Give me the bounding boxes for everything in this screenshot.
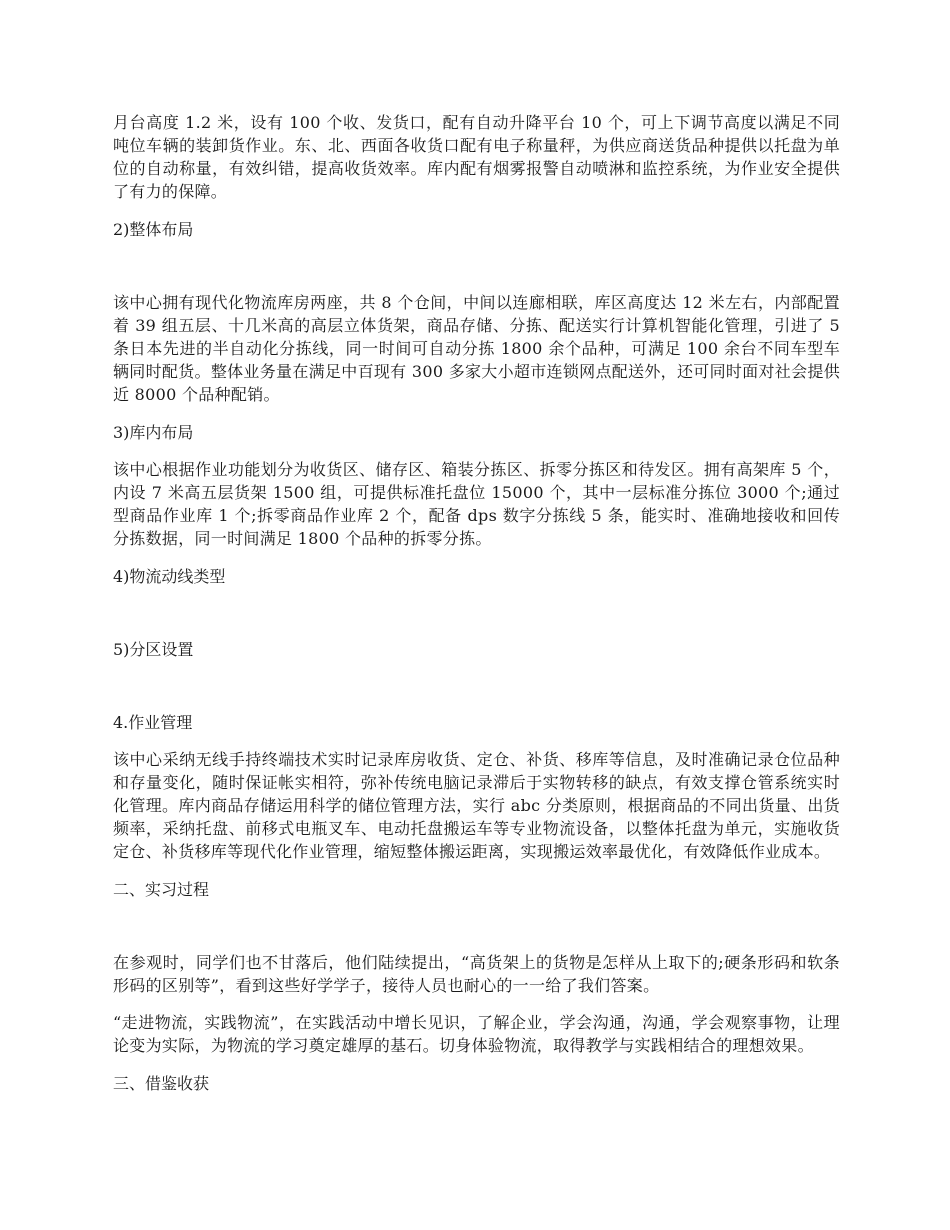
heading-takeaways: 三、借鉴收获: [113, 1074, 210, 1093]
paragraph-operations-management: 该中心采纳无线手持终端技术实时记录库房收货、定仓、补货、移库等信息，及时准确记录仓位品种和存量变化，随时保证帐实相符，弥补传统电脑记录滞后于实物转移的缺点，有效支撑仓管系统实时化管理。库内商品存储运用科学的储位管理方法，实行 abc 分类原则，根据商品的不同出货量、出货频率，采纳托盘、前移式电瓶叉车、电动托盘搬运车等专业物流设备，以整体托盘为单元，实施收货定仓、补货移库等现代化作业管理，缩短整体搬运距离，实现搬运效率最优化，有效降低作业成本。: [113, 750, 840, 861]
paragraph-practice-logistics: “走进物流，实践物流”，在实践活动中增长见识，了解企业，学会沟通，沟通，学会观察事物，让理论变为实际，为物流的学习奠定雄厚的基石。切身体验物流，取得教学与实践相结合的理想效果。: [113, 1013, 840, 1055]
paragraph-visit-questions: 在参观时，同学们也不甘落后，他们陆续提出，“高货架上的货物是怎样从上取下的;硬条形码和软条形码的区别等”，看到这些好学学子，接待人员也耐心的一一给了我们答案。: [113, 953, 840, 995]
heading-internship-process: 二、实习过程: [113, 880, 210, 899]
heading-flow-line-type: 4)物流动线类型: [113, 567, 226, 586]
heading-zone-setup: 5)分区设置: [113, 640, 194, 659]
heading-operations-management: 4.作业管理: [113, 713, 193, 732]
document-body: [113, 111, 840, 1095]
heading-warehouse-layout: 3)库内布局: [113, 423, 194, 442]
paragraph-warehouse-layout: 该中心根据作业功能划分为收货区、储存区、箱装分拣区、拆零分拣区和待发区。拥有高架库 5 个，内设 7 米高五层货架 1500 组，可提供标准托盘位 15000 个，其中一层标准分拣位 3000 个;通过型商品作业库 1 个;拆零商品作业库 2 个，配备 dps 数字分拣线 5 条，能实时、准确地接收和回传分拣数据，同一时间满足 1800 个品种的拆零分拣。: [113, 460, 840, 548]
heading-overall-layout: 2)整体布局: [113, 220, 194, 239]
paragraph-overall-layout: 该中心拥有现代化物流库房两座，共 8 个仓间，中间以连廊相联，库区高度达 12 米左右，内部配置着 39 组五层、十几米高的高层立体货架，商品存储、分拣、配送实行计算机智能化管理，引进了 5 条日本先进的半自动化分拣线，同一时间可自动分拣 1800 余个品种，可满足 100 余台不同车型车辆同时配货。整体业务量在满足中百现有 300 多家大小超市连锁网点配送外，还可同时面对社会提供近 8000 个品种配销。: [113, 293, 840, 404]
paragraph-dock-facilities: 月台高度 1.2 米，设有 100 个收、发货口，配有自动升降平台 10 个，可上下调节高度以满足不同吨位车辆的装卸货作业。东、北、西面各收货口配有电子称量秤，为供应商送货品种提供以托盘为单位的自动称量，有效纠错，提高收货效率。库内配有烟雾报警自动喷淋和监控系统，为作业安全提供了有力的保障。: [113, 113, 840, 201]
